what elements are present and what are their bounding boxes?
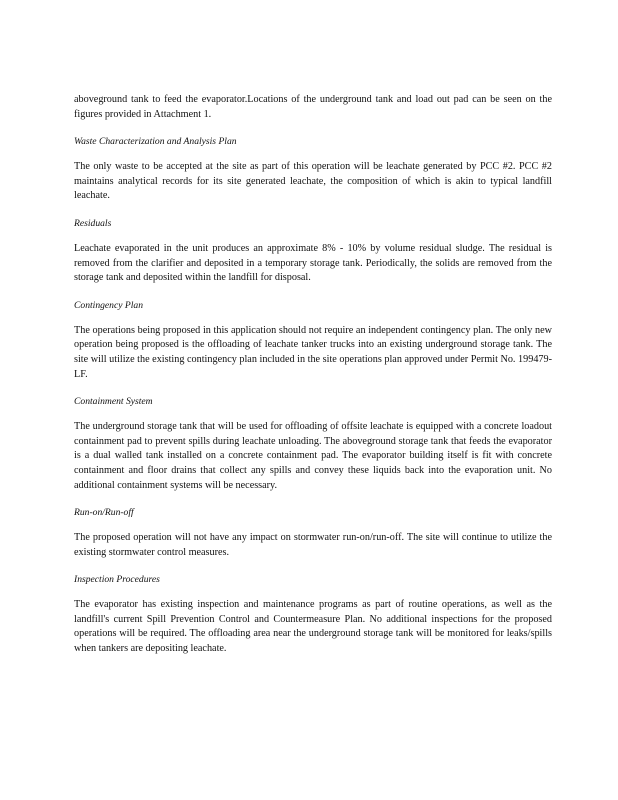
section-heading-containment-system: Containment System [74,396,153,408]
section-body-inspection-procedures: The evaporator has existing inspection and maintenance programs as part of routine operations, as well as the landfill's current Spill Prevention Control and Countermeasure Plan. No additional inspections for the proposed operations will be required. The offloading area near the underground storage tank will be monitored for leaks/spills when tankers are depositing leachate. [74,599,552,655]
section-heading-inspection-procedures: Inspection Procedures [74,574,160,586]
section-heading-residuals: Residuals [74,217,112,229]
section-body-contingency-plan: The operations being proposed in this application should not require an independent contingency plan. The only new operation being proposed is the offloading of leachate tanker trucks into an existing underground storage tank. The site will utilize the existing contingency plan included in the site operations plan approved under Permit No. 199479-LF. [74,324,552,380]
section-heading-contingency-plan: Contingency Plan [74,299,144,311]
section-body-waste-characterization: The only waste to be accepted at the site as part of this operation will be leachate generated by PCC #2. PCC #2 maintains analytical records for its site generated leachate, the composition of which is akin to typical landfill leachate. [74,161,552,202]
section-heading-waste-characterization: Waste Characterization and Analysis Plan [74,136,237,148]
section-body-residuals: Leachate evaporated in the unit produces an approximate 8% - 10% by volume residual sludge. The residual is removed from the clarifier and deposited in a temporary storage tank. Periodically, the solids are removed from the storage tank and deposited within the landfill for disposal. [74,242,552,284]
document-page [74,93,552,657]
section-body-run-on-run-off: The proposed operation will not have any impact on stormwater run-on/run-off. The site will continue to utilize the existing stormwater control measures. [74,532,552,558]
section-body-containment-system: The underground storage tank that will be used for offloading of offsite leachate is equipped with a concrete loadout containment pad to prevent spills during leachate unloading. The aboveground storage tank that feeds the evaporator is a dual walled tank installed on a concrete containment pad. The evaporator building itself is fit with concrete containment and floor drains that collect any spills and convey these liquids back into the evaporation unit. No additional containment systems will be necessary. [74,421,552,491]
intro-paragraph: aboveground tank to feed the evaporator.Locations of the underground tank and load out pad can be seen on the figures provided in Attachment 1. [74,94,552,120]
section-heading-run-on-run-off: Run-on/Run-off [74,507,134,519]
